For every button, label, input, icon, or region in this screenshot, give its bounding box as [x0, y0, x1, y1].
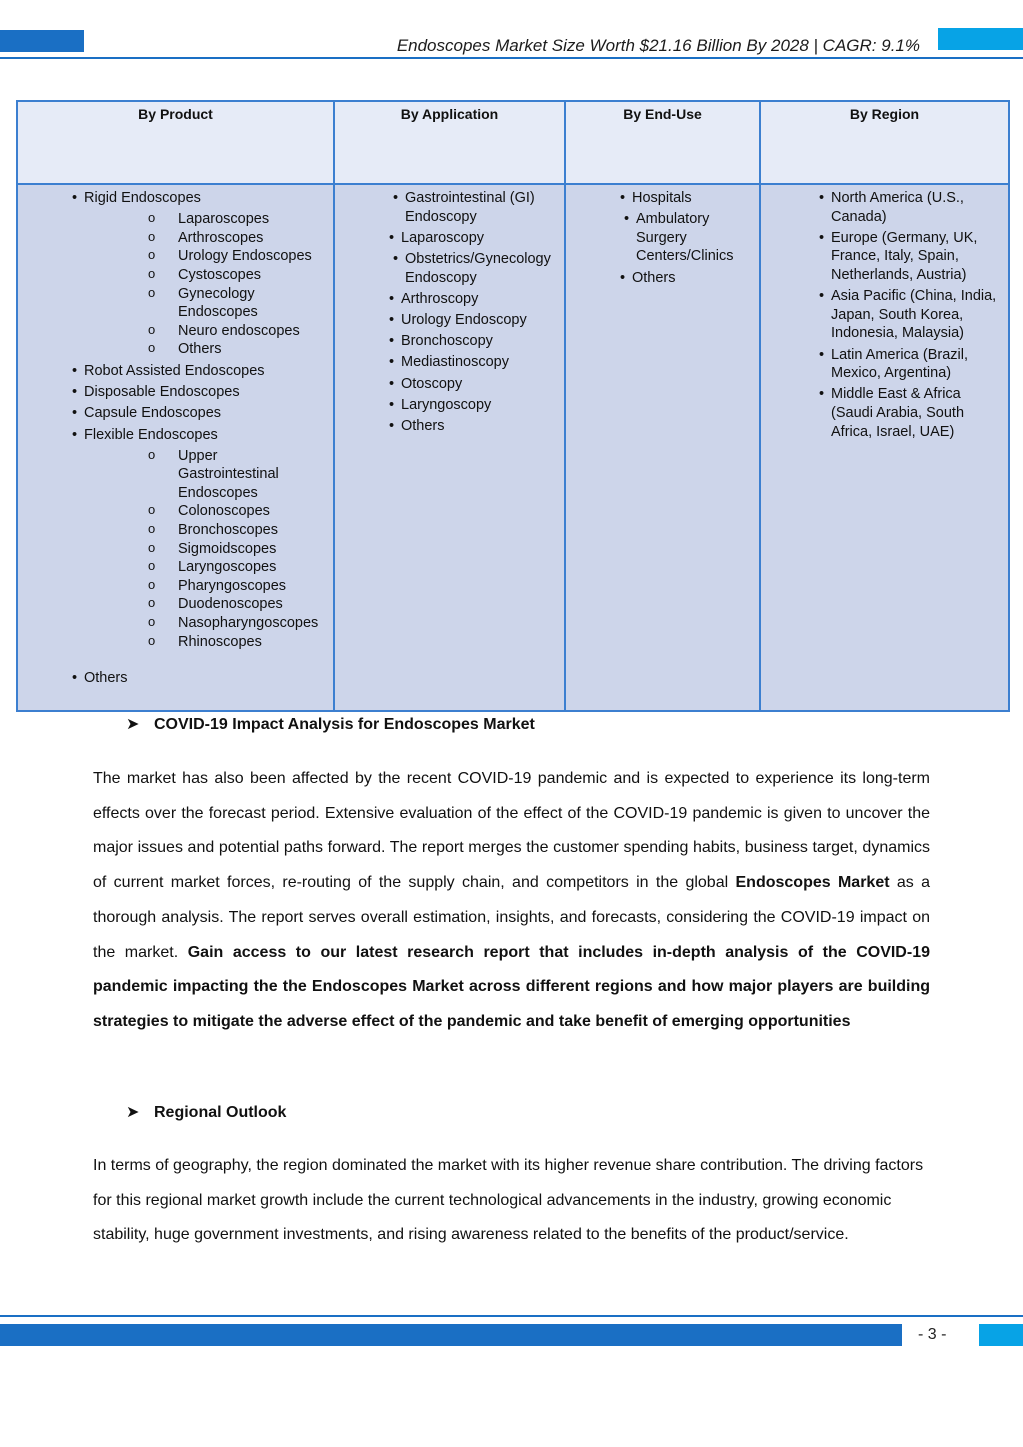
- list-subitem: o Laparoscopes: [18, 210, 329, 229]
- footer-accent-left: [0, 1324, 902, 1346]
- product-cell: [17, 184, 334, 711]
- list-item: • Arthroscopy: [385, 290, 560, 309]
- list-subitem: o Pharyngoscopes: [18, 577, 329, 596]
- list-item: • Robot Assisted Endoscopes: [68, 362, 329, 381]
- end-use-cell: [565, 184, 760, 711]
- list-item: • Laryngoscopy: [385, 396, 560, 415]
- list-subitem: o Others: [18, 340, 329, 359]
- list-subitem: o Upper Gastrointestinal Endoscopes: [18, 447, 298, 503]
- list-item: • Middle East & Africa (Saudi Arabia, South Africa, Israel, UAE): [811, 385, 1004, 441]
- list-item: • Flexible Endoscopes: [68, 426, 329, 445]
- list-item: • Hospitals: [616, 189, 755, 208]
- page-number: - 3 -: [918, 1326, 947, 1343]
- covid-section-heading: ➤ COVID-19 Impact Analysis for Endoscopes Market: [126, 716, 535, 733]
- list-subitem: o Sigmoidscopes: [18, 540, 329, 559]
- header-rule: [0, 57, 1023, 59]
- list-subitem: o Colonoscopes: [18, 502, 329, 521]
- list-item: • Others: [385, 417, 560, 436]
- list-item: • Obstetrics/Gynecology Endoscopy: [385, 250, 560, 287]
- list-subitem: o Neuro endoscopes: [18, 322, 329, 341]
- list-item: • Europe (Germany, UK, France, Italy, Spain, Netherlands, Austria): [811, 229, 1004, 285]
- list-subitem: o Cystoscopes: [18, 266, 329, 285]
- list-item: • Urology Endoscopy: [385, 311, 560, 330]
- list-subitem: o Arthroscopes: [18, 229, 329, 248]
- list-item: • Otoscopy: [385, 375, 560, 394]
- header-accent-right: [938, 28, 1023, 50]
- list-item: • Disposable Endoscopes: [68, 383, 329, 402]
- list-item: • Mediastinoscopy: [385, 353, 560, 372]
- header-by-region: By Region: [760, 101, 1009, 184]
- footer-rule: [0, 1315, 1023, 1317]
- footer-accent-right: [979, 1324, 1023, 1346]
- segmentation-table: [16, 100, 1008, 712]
- list-item: • Others: [616, 269, 755, 288]
- list-subitem: o Nasopharyngoscopes: [18, 614, 329, 633]
- list-item: • Gastrointestinal (GI) Endoscopy: [385, 189, 560, 226]
- list-item: • Bronchoscopy: [385, 332, 560, 351]
- header-accent-left: [0, 30, 84, 52]
- list-item: • Laparoscopy: [385, 229, 560, 248]
- list-subitem: o Duodenoscopes: [18, 595, 329, 614]
- list-item: • Latin America (Brazil, Mexico, Argentina): [811, 346, 1004, 383]
- list-item: • Rigid Endoscopes: [68, 189, 329, 208]
- application-cell: [334, 184, 565, 711]
- regional-paragraph: In terms of geography, the region dominated the market with its higher revenue share contribution. The driving factors for this regional market growth include the current technological advancements in the industry, growing economic stability, huge government investments, and rising awareness related to the benefits of the product/service.: [93, 1157, 924, 1244]
- region-cell: [760, 184, 1009, 711]
- list-item: • North America (U.S., Canada): [811, 189, 1004, 226]
- header-by-product: By Product: [17, 101, 334, 184]
- list-item: • Others: [68, 669, 329, 688]
- regional-section-heading: ➤ Regional Outlook: [126, 1104, 287, 1121]
- list-subitem: o Rhinoscopes: [18, 633, 329, 652]
- list-subitem: o Laryngoscopes: [18, 558, 329, 577]
- header-by-application: By Application: [334, 101, 565, 184]
- list-subitem: o Bronchoscopes: [18, 521, 329, 540]
- covid-paragraph: The market has also been affected by the recent COVID-19 pandemic and is expected to experience its long-term effects over the forecast period. Extensive evaluation of the effect of the COVID-19 pandemic is given to uncover the major issues and potential paths forward. The report merges the customer spending habits, business target, dynamics of current market forces, re-routing of the supply chain, and competitors in the global Endoscopes Market as a thorough analysis. The report serves overall estimation, insights, and forecasts, considering the COVID-19 impact on the market. Gain access to our latest research report that includes in-depth analysis of the COVID-19 pandemic impacting the the Endoscopes Market across different regions and how major players are building strategies to mitigate the adverse effect of the pandemic and take benefit of emerging opportunities: [93, 770, 931, 1030]
- list-item: • Capsule Endoscopes: [68, 404, 329, 423]
- list-subitem: o Gynecology Endoscopes: [18, 285, 268, 322]
- arrow-bullet-icon: ➤: [126, 716, 140, 733]
- list-item: • Asia Pacific (China, India, Japan, South Korea, Indonesia, Malaysia): [811, 287, 1004, 343]
- arrow-bullet-icon: ➤: [126, 1104, 140, 1121]
- header-by-end-use: By End-Use: [565, 101, 760, 184]
- list-item: • Ambulatory Surgery Centers/Clinics: [616, 210, 746, 266]
- list-subitem: o Urology Endoscopes: [18, 247, 329, 266]
- document-title: Endoscopes Market Size Worth $21.16 Billion By 2028 | CAGR: 9.1%: [396, 36, 920, 55]
